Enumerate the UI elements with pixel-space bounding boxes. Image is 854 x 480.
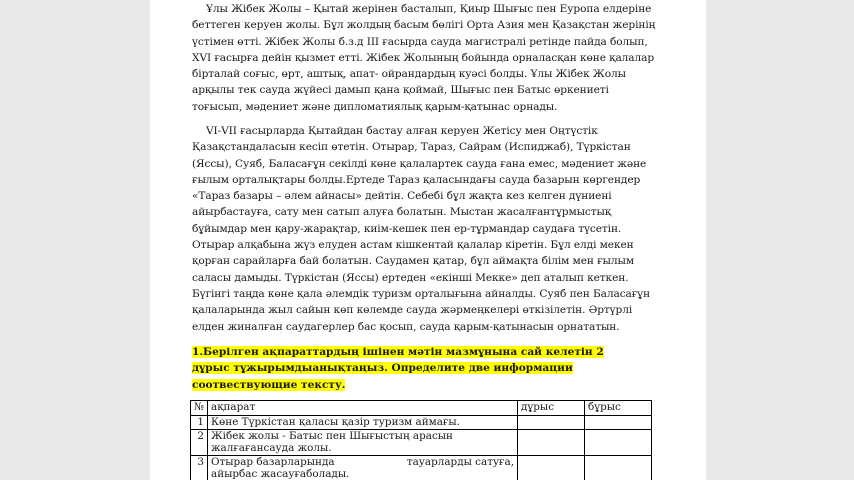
header-correct: дұрыс [518, 401, 585, 416]
row-info-part-b: тауарларды сатуға, [406, 455, 514, 468]
header-wrong: бұрыс [585, 401, 652, 416]
row-info: Көне Түркістан қаласы қазір туризм аймағы. [208, 416, 518, 430]
row-num: 3 [191, 455, 208, 480]
row-info [208, 455, 518, 480]
header-num: № [191, 401, 208, 416]
table-header-row [191, 401, 652, 416]
row-info-part-c: айырбас жасауғаболады. [211, 468, 350, 480]
row-info-line [211, 456, 514, 469]
row-num: 2 [191, 429, 208, 455]
row-info: Жібек жолы - Батыс пен Шығыстың арасын жалғағансауда жолы. [208, 429, 518, 455]
row-num: 1 [191, 416, 208, 430]
paragraph-silk-road-cities: VІ-VІІ ғасырларда Қытайдан бастау алған керуен Жетісу мен Оңтүстік Қазақстандаласын кесіп өтетін. Отырар, Тараз, Сайрам (Испиджаб), Түркістан (Яссы), Суяб, Баласағұн секілді көне қалалартек сауда ғана емес, мәдениет және ғылым орталықтары болды.Ертеде Тараз қаласындағы сауда базарын көргендер «Тараз базары – әлем айнасы» дейтін. Себебі бұл жақта кез келген дүниені айырбастауға, сату мен сатып алуға болатын. Мыстан жасалғантұрмыстық бұйымдар мен қару-жарақтар, киім-кешек пен ер-тұрмандар саудаға түсетін. Отырар алқабына жүз елуден астам кішкентай қалалар кіретін. Бұл елді мекен қорған сарайларға бай болатын. Саудамен қатар, бұл аймақта білім мен ғылым саласы дамыды. Түркістан (Яссы) ертеден «екінші Мекке» деп аталып кеткен. Бүгінгі таңда көне қала әлемдік туризм орталығына айналды. Суяб пен Баласағұн қалаларында жыл сайын көп көлемде сауда жәрмеңкелері өткізілетін. Әртүрлі елден жиналған саудагерлер бас қосып, сауда қарым-қатынасын орнататын. [192, 125, 651, 333]
task-highlight: 1.Берілген ақпараттардың ішінен мәтін мазмұнына сай келетін 2 дұрыс тұжырымдыанықтаңыз. Определите две информации соотвествующие тексту. [192, 346, 604, 391]
table-row [191, 455, 652, 480]
row-wrong-cell[interactable] [585, 416, 652, 430]
row-correct-cell[interactable] [518, 416, 585, 430]
row-wrong-cell[interactable] [585, 455, 652, 480]
header-info: ақпарат [208, 401, 518, 416]
row-correct-cell[interactable] [518, 455, 585, 480]
table-row [191, 429, 652, 455]
row-correct-cell[interactable] [518, 429, 585, 455]
paragraph-silk-road-intro: Ұлы Жібек Жолы – Қытай жерінен басталып, Қиыр Шығыс пен Еуропа елдеріне беттеген керуен жолы. Бұл жолдың басым бөлігі Орта Азия мен Қазақстан жерінің үстімен өтті. Жібек Жолы б.з.д ІІІ ғасырда сауда магистралі ретінде пайда болып, ХVІ ғасырға дейін қызмет етті. Жібек Жолының бойында орналасқан көне қалалар бірталай соғыс, өрт, аштық, апат- ойрандардың куәсі болды. Ұлы Жібек Жолы арқылы тек сауда жүйесі дамып қана қоймай, Шығыс пен Батыс өркениеті тоғысып, мәдениет және дипломатиялық қарым-қатынас орнады. [192, 3, 656, 113]
row-wrong-cell[interactable] [585, 429, 652, 455]
task-instruction [192, 344, 642, 393]
row-info-part-a: Отырар базарларында [211, 455, 335, 468]
table-row [191, 416, 652, 430]
document-page [150, 0, 706, 480]
answer-table [190, 400, 652, 480]
